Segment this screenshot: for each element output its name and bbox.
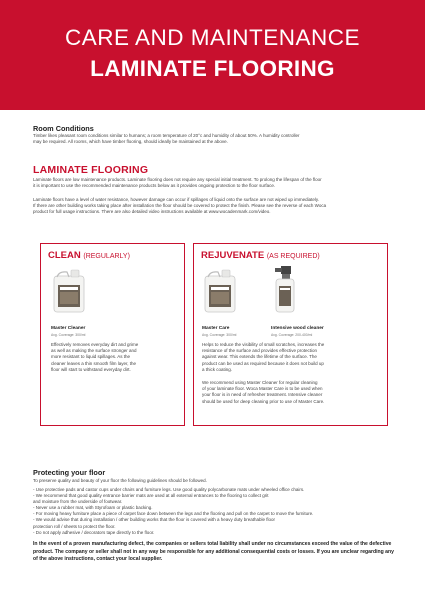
rejuvenate-description-line: resistance of the surface and provides effective protection bbox=[202, 348, 317, 354]
master-care-canister-icon bbox=[202, 268, 238, 314]
clean-description-line: more resistant to liquid spillages. As the bbox=[51, 354, 131, 360]
rejuvenate-description-line: of your laminate floor. Woca Master Care is to be used when bbox=[202, 386, 323, 392]
rejuvenate-description-line: should be used for deep cleaning prior to use of Master Care. bbox=[202, 398, 325, 404]
clean-heading bbox=[48, 250, 130, 261]
room-conditions-line: may be required. All rooms, which have timber flooring, should ideally be maintained at the above. bbox=[33, 139, 228, 145]
intensive-cleaner-spray-bottle-icon bbox=[271, 264, 299, 314]
master-cleaner-coverage: Avg. Coverage: 300/ml bbox=[51, 333, 86, 337]
room-conditions-heading: Room Conditions bbox=[33, 124, 94, 133]
clean-heading-sub: (REGULARLY) bbox=[83, 253, 130, 260]
page-subtitle: LAMINATE FLOORING bbox=[90, 56, 335, 81]
clean-description-line: Effectively removes everyday dirt and grime bbox=[51, 342, 139, 347]
rejuvenate-heading bbox=[201, 250, 320, 261]
clean-description-line: as well as making the surface stronger and bbox=[51, 348, 137, 354]
rejuvenate-description-line: a thick coating. bbox=[202, 366, 233, 372]
rejuvenate-description-line: We recommend using Master Cleaner for regular cleaning bbox=[202, 380, 318, 385]
rejuvenate-description-2 bbox=[202, 380, 384, 405]
rejuvenate-card bbox=[193, 243, 388, 426]
list-item: - We would advise that during installation / other building works that the floor is covered with a heavy duty breathable floor bbox=[33, 517, 276, 523]
protecting-intro: To preserve quality and beauty of your floor the following guidelines should be followed. bbox=[33, 478, 207, 483]
list-item: protection roll / sheets to protect the floor. bbox=[33, 523, 116, 529]
laminate-para-1 bbox=[33, 177, 395, 189]
laminate-line: Laminate floors have a level of water resistance, however damage can occur if spillages of liquid onto the surface are not wiped up immediately. bbox=[33, 197, 320, 202]
list-item: - For moving heavy furniture place a piece of carpet face down between the legs and the flooring and pull on the carpet to move the furniture. bbox=[33, 511, 314, 517]
laminate-line: Laminate floors are low maintenance products. Laminate flooring does not require any special initial treatment. To prolong the lifespan of the floor bbox=[33, 177, 322, 182]
list-item: - Use protective pads and castor cups under chairs and furniture legs. Use good quality polycarbonate mats under wheeled office chairs. bbox=[33, 487, 305, 492]
master-cleaner-name: Master Cleaner bbox=[51, 326, 86, 331]
clean-description-line: floor will start to withstand everyday dirt. bbox=[51, 366, 131, 372]
laminate-line: If there are other building works taking place after installation the floor should be covered to protect the finish. Please see the reverse of each Woca bbox=[33, 203, 327, 209]
master-cleaner-canister-icon bbox=[51, 268, 87, 314]
list-item: and moisture from the underside of footwear. bbox=[33, 499, 123, 505]
master-care-name: Master Care bbox=[202, 326, 230, 331]
clean-description-line: cleaner leaves a thin smooth film layer, the bbox=[51, 360, 137, 366]
page-title: CARE AND MAINTENANCE bbox=[64, 25, 361, 50]
rejuvenate-description-line: Helps to reduce the visibility of small scratches, increases the bbox=[202, 342, 325, 347]
list-item: - Never use a rubber mat, with Styrofoam or plastic backing. bbox=[33, 505, 153, 511]
list-item: - We recommend that good quality entrance barrier mats are used at all external entrances to the flooring to collect grit bbox=[33, 493, 269, 499]
intensive-cleaner-coverage: Avg. Coverage: 200-400/ml bbox=[271, 333, 313, 337]
clean-heading-main: CLEAN bbox=[48, 250, 81, 261]
rejuvenate-heading-sub: (AS REQUIRED) bbox=[266, 253, 320, 260]
rejuvenate-heading-main: REJUVENATE bbox=[201, 250, 265, 261]
liability-warning: In the event of a proven manufacturing defect, the companies or sellers total liability shall under no circumstances exceed the value of the defective product. The company or seller shall not in any way be responsible for any additional consequential costs or losses. If you are unclear regarding any of the above instructions, contact your local supplier. bbox=[33, 541, 394, 563]
rejuvenate-description-line: against wear. This extends the lifetime of the surface. The bbox=[202, 354, 317, 360]
rejuvenate-description-line: your floor is in need of refresher treatment. Intensive cleaner bbox=[202, 392, 323, 398]
room-conditions-text bbox=[33, 133, 395, 145]
rejuvenate-description-1 bbox=[202, 342, 384, 373]
laminate-heading: LAMINATE FLOORING bbox=[33, 164, 149, 176]
laminate-para-2 bbox=[33, 197, 395, 215]
clean-card bbox=[40, 243, 185, 426]
protecting-list bbox=[33, 487, 403, 536]
laminate-line: it is important to use the recommended maintenance products below as it provides ongoing protection to the floor surface. bbox=[33, 183, 276, 189]
room-conditions-line: Timber likes pleasant room conditions similar to humans; a room temperature of 20°c and humidity of about 50%. A humidity controller bbox=[33, 133, 300, 138]
master-care-coverage: Avg. Coverage: 300/ml bbox=[202, 333, 237, 337]
list-item: - Do not apply adhesive / decorators tape directly to the floor. bbox=[33, 529, 155, 535]
rejuvenate-description-line: product can be used as required because it does not build up bbox=[202, 360, 324, 366]
protecting-heading: Protecting your floor bbox=[33, 468, 106, 477]
intensive-cleaner-name: Intensive wood cleaner bbox=[271, 326, 324, 331]
laminate-line: product for full usage instructions. There are also detailed video instructions available at www.wocadenmark.com/video. bbox=[33, 209, 271, 215]
clean-description bbox=[51, 342, 181, 373]
header-banner bbox=[0, 0, 425, 110]
